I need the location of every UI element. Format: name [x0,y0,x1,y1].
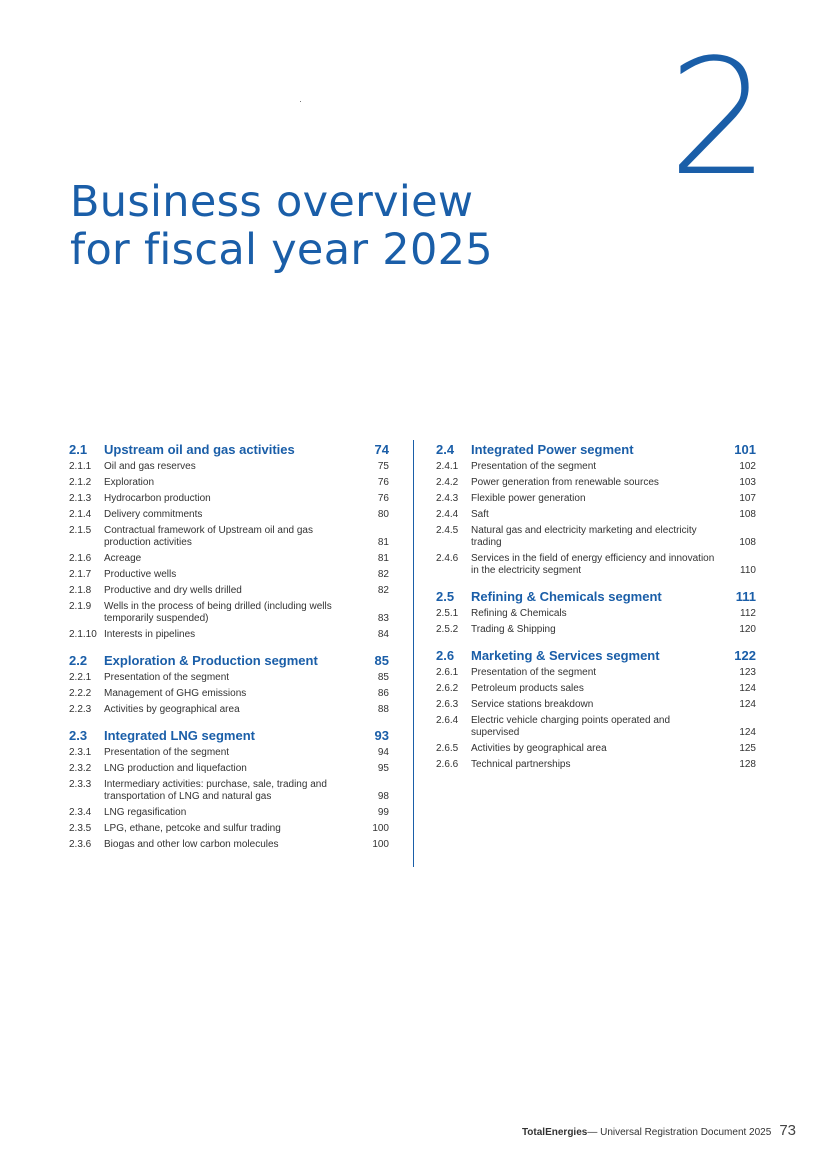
toc-entry-title: Interests in pipelines [104,629,196,640]
toc-entry[interactable] [69,585,389,597]
toc-entry[interactable] [436,759,756,771]
toc-section-heading[interactable] [69,726,389,746]
toc-entry-page: 124 [739,699,756,710]
toc-entry-number: 2.1.10 [69,629,97,640]
toc-entry-number: 2.1.5 [69,525,92,536]
toc-entry-title: Presentation of the segment [104,672,230,683]
toc-entry-number: 2.1.3 [69,493,92,504]
toc-entry-title: Refining & Chemicals [471,608,567,619]
toc-section-title: Upstream oil and gas activities [104,442,295,457]
toc-entry[interactable] [69,525,389,549]
toc-entry-page: 75 [377,461,389,472]
toc-entry[interactable] [69,688,389,700]
toc-section-heading[interactable] [436,587,756,607]
toc-entry-title: Power generation from renewable sources [471,477,659,488]
toc-section-title: Integrated Power segment [471,442,634,457]
toc-entry-number: 2.6.6 [436,759,459,770]
toc-section-number: 2.5 [436,589,455,604]
toc-entry-number: 2.6.1 [436,667,459,678]
toc-entry[interactable] [436,525,756,549]
toc-entry-title: Presentation of the segment [104,747,230,758]
toc-entry-title: Biogas and other low carbon molecules [104,839,279,850]
toc-entry-number: 2.6.3 [436,699,459,710]
toc-entry[interactable] [436,743,756,755]
toc-section [436,440,756,577]
toc-entry[interactable] [69,477,389,489]
toc-entry-number: 2.3.2 [69,763,92,774]
toc-section-number: 2.3 [69,728,88,743]
toc-entry[interactable] [69,747,389,759]
toc-entry-number: 2.1.6 [69,553,92,564]
toc-entry[interactable] [69,672,389,684]
toc-entry-title: Electric vehicle charging points operated and supervised [471,715,671,738]
page-title-line-1: Business overview [70,177,474,227]
toc-left-column [69,440,389,861]
toc-entry-page: 81 [377,553,389,564]
footer-text: — Universal Registration Document 2025 [587,1127,772,1138]
toc-entry-page: 108 [739,509,756,520]
toc-entry[interactable] [69,823,389,835]
toc-entry[interactable] [69,553,389,565]
toc-entry-title: Technical partnerships [471,759,571,770]
toc-section-heading[interactable] [69,440,389,460]
toc-entry-title: Exploration [104,477,155,488]
toc-section-heading[interactable] [69,651,389,671]
toc-entry-page: 85 [377,672,389,683]
toc-entry-title: Natural gas and electricity marketing and electricity trading [471,525,697,548]
toc-entry-number: 2.1.7 [69,569,92,580]
toc-entry-title: Trading & Shipping [471,624,556,635]
toc-entry[interactable] [69,704,389,716]
toc-section-title: Marketing & Services segment [471,648,660,663]
toc-entry-number: 2.1.4 [69,509,92,520]
toc-entry-number: 2.1.9 [69,601,92,612]
toc-entry-number: 2.3.3 [69,779,92,790]
toc-entry-page: 95 [377,763,389,774]
toc-entry-number: 2.3.5 [69,823,92,834]
toc-entry-number: 2.2.2 [69,688,92,699]
toc-entry[interactable] [69,839,389,851]
toc-entry-page: 107 [739,493,756,504]
toc-entry-page: 88 [377,704,389,715]
toc-section [69,651,389,716]
toc-entry[interactable] [69,461,389,473]
toc-entry[interactable] [69,569,389,581]
toc-entry-page: 94 [377,747,389,758]
toc-entry-number: 2.1.2 [69,477,92,488]
toc-entry-page: 108 [739,537,756,548]
toc-entry-title: Presentation of the segment [471,461,597,472]
toc-entry-number: 2.6.5 [436,743,459,754]
toc-entry-number: 2.4.3 [436,493,459,504]
toc-section-title: Integrated LNG segment [104,728,255,743]
toc-entry-number: 2.5.2 [436,624,459,635]
toc-entry-title: Intermediary activities: purchase, sale, trading and transportation of LNG and natural gas [104,779,327,802]
toc-entry-title: Service stations breakdown [471,699,594,710]
toc-section-page: 101 [734,442,756,457]
toc-entry-number: 2.4.1 [436,461,459,472]
toc-section-page: 111 [735,589,756,604]
toc-entry[interactable] [69,807,389,819]
column-divider [413,440,414,867]
toc-entry[interactable] [436,624,756,636]
toc-section-number: 2.6 [436,648,455,663]
toc-entry[interactable] [436,715,756,739]
toc-entry-number: 2.3.1 [69,747,92,758]
toc-entry-page: 86 [377,688,389,699]
toc-entry-page: 102 [739,461,756,472]
toc-entry-title: Presentation of the segment [471,667,597,678]
footer-page-number: 73 [779,1122,796,1139]
toc-entry-number: 2.1.8 [69,585,92,596]
page-title-line-2: for fiscal year 2025 [70,225,493,275]
toc-entry-title: Productive wells [104,569,177,580]
toc-section-title: Refining & Chemicals segment [471,589,662,604]
toc-entry-number: 2.4.5 [436,525,459,536]
toc-section-heading[interactable] [436,440,756,460]
toc-entry-title: Contractual framework of Upstream oil and gas production activities [104,525,313,548]
toc-entry[interactable] [436,493,756,505]
toc-entry[interactable] [436,553,756,577]
toc-entry-title: LPG, ethane, petcoke and sulfur trading [104,823,281,834]
toc-entry[interactable] [69,629,389,641]
toc-section-page: 122 [734,648,756,663]
toc-entry-title: Activities by geographical area [104,704,240,715]
toc-entry-title: Acreage [104,553,142,564]
toc-entry-number: 2.5.1 [436,608,459,619]
toc-entry[interactable] [436,699,756,711]
toc-entry-page: 120 [739,624,756,635]
toc-entry-page: 76 [377,493,389,504]
toc-entry-page: 83 [377,613,389,624]
toc-entry[interactable] [436,667,756,679]
toc-section [436,587,756,636]
toc-entry-title: Saft [471,509,489,520]
toc-entry[interactable] [436,683,756,695]
toc-entry-number: 2.1.1 [69,461,92,472]
toc-entry-page: 99 [377,807,389,818]
toc-entry[interactable] [69,779,389,803]
toc-entry-title: Wells in the process of being drilled (including wells temporarily suspended) [104,601,332,624]
toc-entry-title: Oil and gas reserves [104,461,196,472]
toc-entry-page: 84 [377,629,389,640]
toc-entry-number: 2.2.1 [69,672,92,683]
toc-entry-page: 128 [739,759,756,770]
toc-entry-page: 100 [372,839,389,850]
toc-section [436,646,756,771]
toc-entry-title: LNG production and liquefaction [104,763,247,774]
toc-entry-page: 112 [740,608,756,619]
toc-section-page: 85 [374,653,389,668]
toc-entry[interactable] [69,509,389,521]
toc-section-number: 2.1 [69,442,88,457]
toc-entry-title: Flexible power generation [471,493,586,504]
toc-entry-number: 2.4.2 [436,477,459,488]
toc-section-heading[interactable] [436,646,756,666]
page-footer [522,1122,796,1139]
toc-section-page: 74 [374,442,389,457]
toc-entry-title: Services in the field of energy efficiency and innovation in the electricity segment [471,553,715,576]
toc-entry-page: 98 [377,791,389,802]
toc-section-title: Exploration & Production segment [104,653,318,668]
toc-entry[interactable] [436,509,756,521]
toc-entry-title: Hydrocarbon production [104,493,211,504]
toc-section [69,726,389,851]
toc-entry-page: 76 [377,477,389,488]
toc-section-number: 2.4 [436,442,455,457]
toc-entry-number: 2.3.4 [69,807,92,818]
toc-entry-number: 2.6.2 [436,683,459,694]
decorative-dot [300,101,301,102]
toc-entry-title: Activities by geographical area [471,743,607,754]
toc-section-page: 93 [374,728,389,743]
chapter-number: 2 [668,24,770,211]
toc-entry-number: 2.6.4 [436,715,459,726]
toc-entry-page: 80 [377,509,389,520]
toc-entry-page: 124 [739,727,756,738]
toc-entry-title: Management of GHG emissions [104,688,247,699]
toc-entry[interactable] [436,608,756,620]
toc-section [69,440,389,641]
toc-entry[interactable] [436,461,756,473]
toc-entry-number: 2.3.6 [69,839,92,850]
toc-entry-number: 2.4.6 [436,553,459,564]
toc-entry-title: Delivery commitments [104,509,203,520]
toc-entry-page: 123 [739,667,756,678]
toc-entry-page: 125 [739,743,756,754]
toc-entry-page: 82 [377,569,389,580]
page-title [70,178,493,274]
toc-entry-title: Productive and dry wells drilled [104,585,242,596]
toc-entry-page: 103 [739,477,756,488]
toc-entry[interactable] [436,477,756,489]
toc-entry-page: 100 [372,823,389,834]
toc-entry-page: 82 [377,585,389,596]
toc-section-number: 2.2 [69,653,88,668]
toc-entry[interactable] [69,601,389,625]
toc-right-column [436,440,756,781]
toc-entry[interactable] [69,493,389,505]
toc-entry-title: LNG regasification [104,807,187,818]
footer-brand: TotalEnergies [521,1127,588,1138]
toc-entry-page: 110 [740,565,756,576]
toc-entry[interactable] [69,763,389,775]
toc-entry-title: Petroleum products sales [471,683,584,694]
toc-entry-number: 2.4.4 [436,509,459,520]
toc-entry-page: 81 [377,537,389,548]
toc-entry-page: 124 [739,683,756,694]
toc-entry-number: 2.2.3 [69,704,92,715]
